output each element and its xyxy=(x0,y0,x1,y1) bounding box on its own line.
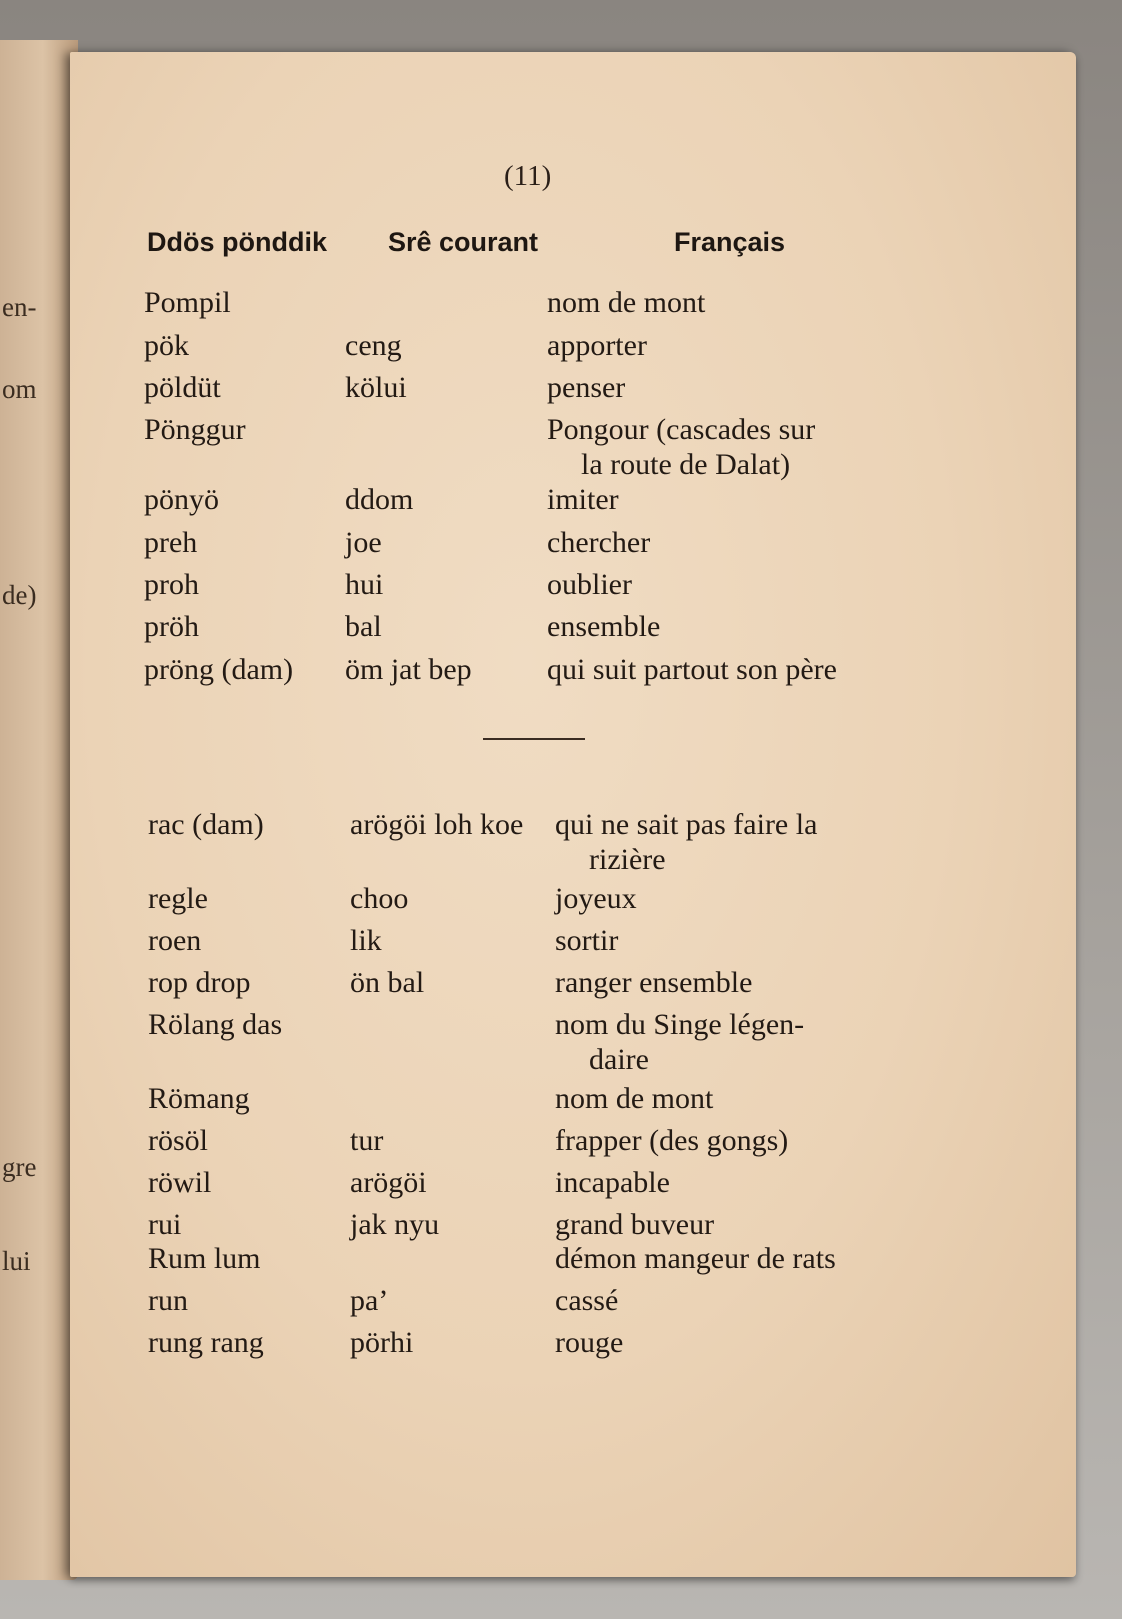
entry-sre-term: bal xyxy=(345,610,382,643)
entry-french-term: nom de mont xyxy=(547,286,706,319)
margin-fragment: en- xyxy=(2,292,37,322)
margin-fragment: de) xyxy=(2,580,37,610)
entry-ddos-term: Pönggur xyxy=(144,413,246,446)
entry-ddos-term: rop drop xyxy=(148,966,251,999)
page-number: (11) xyxy=(504,160,552,192)
entry-sre-term: pörhi xyxy=(350,1326,414,1359)
entry-sre-term: tur xyxy=(350,1124,384,1157)
entry-ddos-term: Rum lum xyxy=(148,1242,261,1275)
entry-ddos-term: rösöl xyxy=(148,1124,208,1157)
entry-sre-term: jak nyu xyxy=(350,1208,440,1241)
entry-french-term: grand buveur xyxy=(555,1208,715,1241)
entry-french-continuation: daire xyxy=(589,1043,649,1076)
entry-french-term: joyeux xyxy=(555,882,637,915)
entry-ddos-term: proh xyxy=(144,568,199,601)
section-divider xyxy=(483,738,585,740)
entry-french-term: incapable xyxy=(555,1166,670,1199)
entry-ddos-term: Pompil xyxy=(144,286,231,319)
entry-ddos-term: pök xyxy=(144,329,189,362)
entry-sre-term: ceng xyxy=(345,329,402,362)
entry-french-continuation: la route de Dalat) xyxy=(581,448,791,481)
entry-sre-term: pa’ xyxy=(350,1284,389,1317)
entry-ddos-term: pönyö xyxy=(144,483,219,516)
entry-french-term: oublier xyxy=(547,568,632,601)
entry-french-term: ranger ensemble xyxy=(555,966,753,999)
entry-french-term: qui suit partout son père xyxy=(547,653,837,686)
entry-ddos-term: rac (dam) xyxy=(148,808,264,841)
entry-french-term: frapper (des gongs) xyxy=(555,1124,789,1157)
entry-french-term: penser xyxy=(547,371,626,404)
entry-sre-term: ön bal xyxy=(350,966,425,999)
entry-sre-term: hui xyxy=(345,568,384,601)
book-page xyxy=(70,52,1076,1577)
margin-fragment: gre xyxy=(2,1152,37,1182)
entry-french-term: nom du Singe légen- xyxy=(555,1008,805,1041)
entry-sre-term: joe xyxy=(345,526,382,559)
entry-french-term: imiter xyxy=(547,483,619,516)
entry-ddos-term: pröh xyxy=(144,610,199,643)
entry-french-term: ensemble xyxy=(547,610,661,643)
header-ddos: Ddös pönddik xyxy=(147,227,327,257)
entry-sre-term: ddom xyxy=(345,483,414,516)
entry-french-term: sortir xyxy=(555,924,619,957)
entry-ddos-term: pröng (dam) xyxy=(144,653,294,686)
entry-ddos-term: regle xyxy=(148,882,208,915)
entry-ddos-term: pöldüt xyxy=(144,371,221,404)
entry-french-term: cassé xyxy=(555,1284,619,1317)
margin-fragment: lui xyxy=(2,1246,31,1276)
entry-sre-term: lik xyxy=(350,924,382,957)
entry-ddos-term: Rölang das xyxy=(148,1008,283,1041)
entry-sre-term: choo xyxy=(350,882,409,915)
entry-sre-term: kölui xyxy=(345,371,407,404)
entry-french-term: apporter xyxy=(547,329,647,362)
entry-sre-term: arögöi loh koe xyxy=(350,808,524,841)
entry-french-term: nom de mont xyxy=(555,1082,714,1115)
entry-sre-term: öm jat bep xyxy=(345,653,472,686)
facing-page xyxy=(0,40,78,1580)
entry-ddos-term: rui xyxy=(148,1208,182,1241)
entry-ddos-term: röwil xyxy=(148,1166,212,1199)
entry-ddos-term: rung rang xyxy=(148,1326,264,1359)
entry-french-term: chercher xyxy=(547,526,651,559)
entry-french-term: rouge xyxy=(555,1326,624,1359)
entry-french-term: Pongour (cascades sur xyxy=(547,413,816,446)
entry-ddos-term: Römang xyxy=(148,1082,250,1115)
margin-fragment: om xyxy=(2,374,37,404)
header-sre: Srê courant xyxy=(388,227,539,257)
entry-ddos-term: run xyxy=(148,1284,188,1317)
entry-french-term: démon mangeur de rats xyxy=(555,1242,836,1275)
entry-french-term: qui ne sait pas faire la xyxy=(555,808,818,841)
entry-ddos-term: preh xyxy=(144,526,198,559)
entry-ddos-term: roen xyxy=(148,924,202,957)
entry-sre-term: arögöi xyxy=(350,1166,427,1199)
header-francais: Français xyxy=(674,227,786,257)
entry-french-continuation: rizière xyxy=(589,843,666,876)
